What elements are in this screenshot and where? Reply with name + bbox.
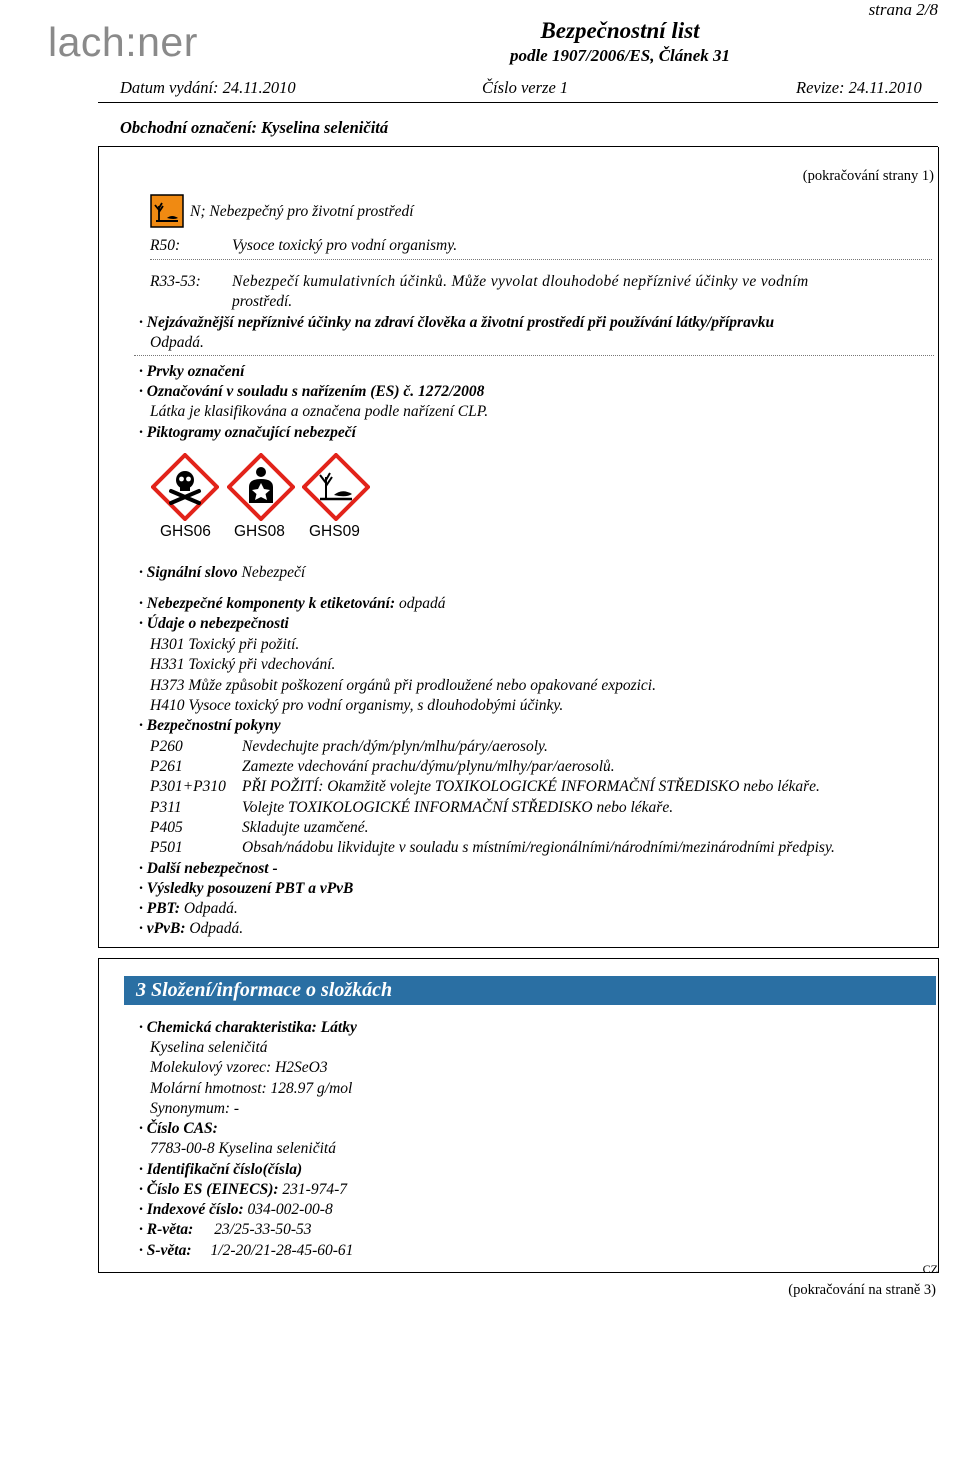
hazard-statement: H331 Toxický při vdechování. [150,656,336,673]
hazard-statement: H373 Může způsobit poškození orgánů při prodloužené nebo opakované expozici. [150,677,656,694]
r-phrases: · R-věta: 23/25-33-50-53 [139,1220,312,1240]
pictogram-label: GHS06 [160,523,211,540]
pictogram-label: GHS08 [234,523,285,540]
continuation-footer: (pokračování na straně 3) [788,1282,936,1298]
molar-mass: Molární hmotnost: 128.97 g/mol [150,1080,353,1097]
header-divider [98,102,938,103]
section-3-title: 3 Složení/informace o složkách [136,979,393,1001]
label-elements-heading: · Prvky označení [139,362,244,382]
document-title: Bezpečnostní list [540,18,700,43]
index-number: · Indexové číslo: 034-002-00-8 [139,1200,333,1220]
document-subtitle: podle 1907/2006/ES, Článek 31 [509,46,731,65]
synonym: Synonymum: - [150,1100,240,1117]
hazardous-components: · Nebezpečné komponenty k etiketování: odpadá [139,594,446,614]
company-logo: lach:ner [48,19,198,65]
adverse-effects-value: Odpadá. [150,334,204,351]
pbt-heading: · Výsledky posouzení PBT a vPvB [139,879,353,899]
pictograms-heading: · Piktogramy označující nebezpečí [139,423,356,443]
cas-value: 7783-00-8 Kyselina seleničitá [150,1140,336,1157]
precautionary-text: Obsah/nádobu likvidujte v souladu s místními/regionálními/národními/mezinárodními předpisy. [242,839,835,856]
health-hazard-icon [227,453,295,521]
hazard-statement: H410 Vysoce toxický pro vodní organismy, s dlouhodobými účinky. [150,697,564,714]
revision-date: Revize: 24.11.2010 [796,78,922,97]
r-phrase-text-continued: prostředí. [232,293,293,310]
precautionary-code: P261 [150,758,183,775]
precautionary-code: P501 [150,839,183,856]
ec-number: · Číslo ES (EINECS): 231-974-7 [139,1180,347,1200]
identification-heading: · Identifikační číslo(čísla) [139,1160,302,1180]
r-phrase-code: R33-53: [150,273,201,290]
precautionary-text: Skladujte uzamčené. [242,819,369,836]
r-phrase-text: Vysoce toxický pro vodní organismy. [232,237,458,254]
cas-heading: · Číslo CAS: [139,1119,218,1139]
hazard-statement: H301 Toxický při požití. [150,636,300,653]
precautionary-text: PŘI POŽITÍ: Okamžitě volejte TOXIKOLOGICKÉ INFORMAČNÍ STŘEDISKO nebo lékaře. [242,778,820,795]
continuation-note: (pokračování strany 1) [802,168,934,184]
version-number: Číslo verze 1 [482,78,569,97]
country-code: CZ [922,1262,938,1276]
dotted-divider [134,355,934,356]
page-number: strana 2/8 [868,0,938,19]
other-hazards: · Další nebezpečnost - [139,859,278,879]
environment-hazard-icon [150,194,184,228]
clp-text: Látka je klasifikována a označena podle nařízení CLP. [150,403,489,420]
precautionary-text: Nevdechujte prach/dým/plyn/mlhu/páry/aerosoly. [242,738,548,755]
precautionary-code: P405 [150,819,183,836]
precautionary-code: P301+P310 [150,778,226,795]
chemical-characteristic-heading: · Chemická charakteristika: Látky [139,1018,357,1038]
section-2-box [98,147,939,948]
dotted-divider [150,259,932,260]
pictogram-label: GHS09 [309,523,360,540]
r-phrase-code: R50: [150,237,181,254]
trade-name: Obchodní označení: Kyselina seleničitá [120,118,389,137]
precautionary-code: P260 [150,738,183,755]
precautionary-text: Zamezte vdechování prachu/dýmu/plynu/mlhy/par/aerosolů. [242,758,615,775]
environment-icon [302,453,370,521]
skull-crossbones-icon [151,453,219,521]
r-phrase-text: Nebezpečí kumulativních účinků. Může vyvolat dlouhodobé nepříznivé účinky ve vodním [232,273,809,290]
precautionary-text: Volejte TOXIKOLOGICKÉ INFORMAČNÍ STŘEDISKO nebo lékaře. [242,799,674,816]
hazard-statements-heading: · Údaje o nebezpečnosti [139,614,289,634]
precautionary-heading: · Bezpečnostní pokyny [139,716,281,736]
s-phrases: · S-věta: 1/2-20/21-28-45-60-61 [139,1241,353,1261]
precautionary-code: P311 [150,799,182,816]
clp-heading: · Označování v souladu s nařízením (ES) č. 1272/2008 [139,382,484,402]
signal-word: · Signální slovo Nebezpečí [139,563,305,583]
substance-name: Kyselina seleničitá [150,1039,268,1056]
issue-date: Datum vydání: 24.11.2010 [120,78,296,97]
hazard-symbol-label: N; Nebezpečný pro životní prostředí [190,203,414,220]
pbt-result: · PBT: Odpadá. [139,899,238,919]
vpvb-result: · vPvB: Odpadá. [139,919,243,939]
molecular-formula: Molekulový vzorec: H2SeO3 [150,1059,328,1076]
adverse-effects-heading: · Nejzávažnější nepříznivé účinky na zdraví člověka a životní prostředí při používání látky/přípravku [139,313,774,333]
